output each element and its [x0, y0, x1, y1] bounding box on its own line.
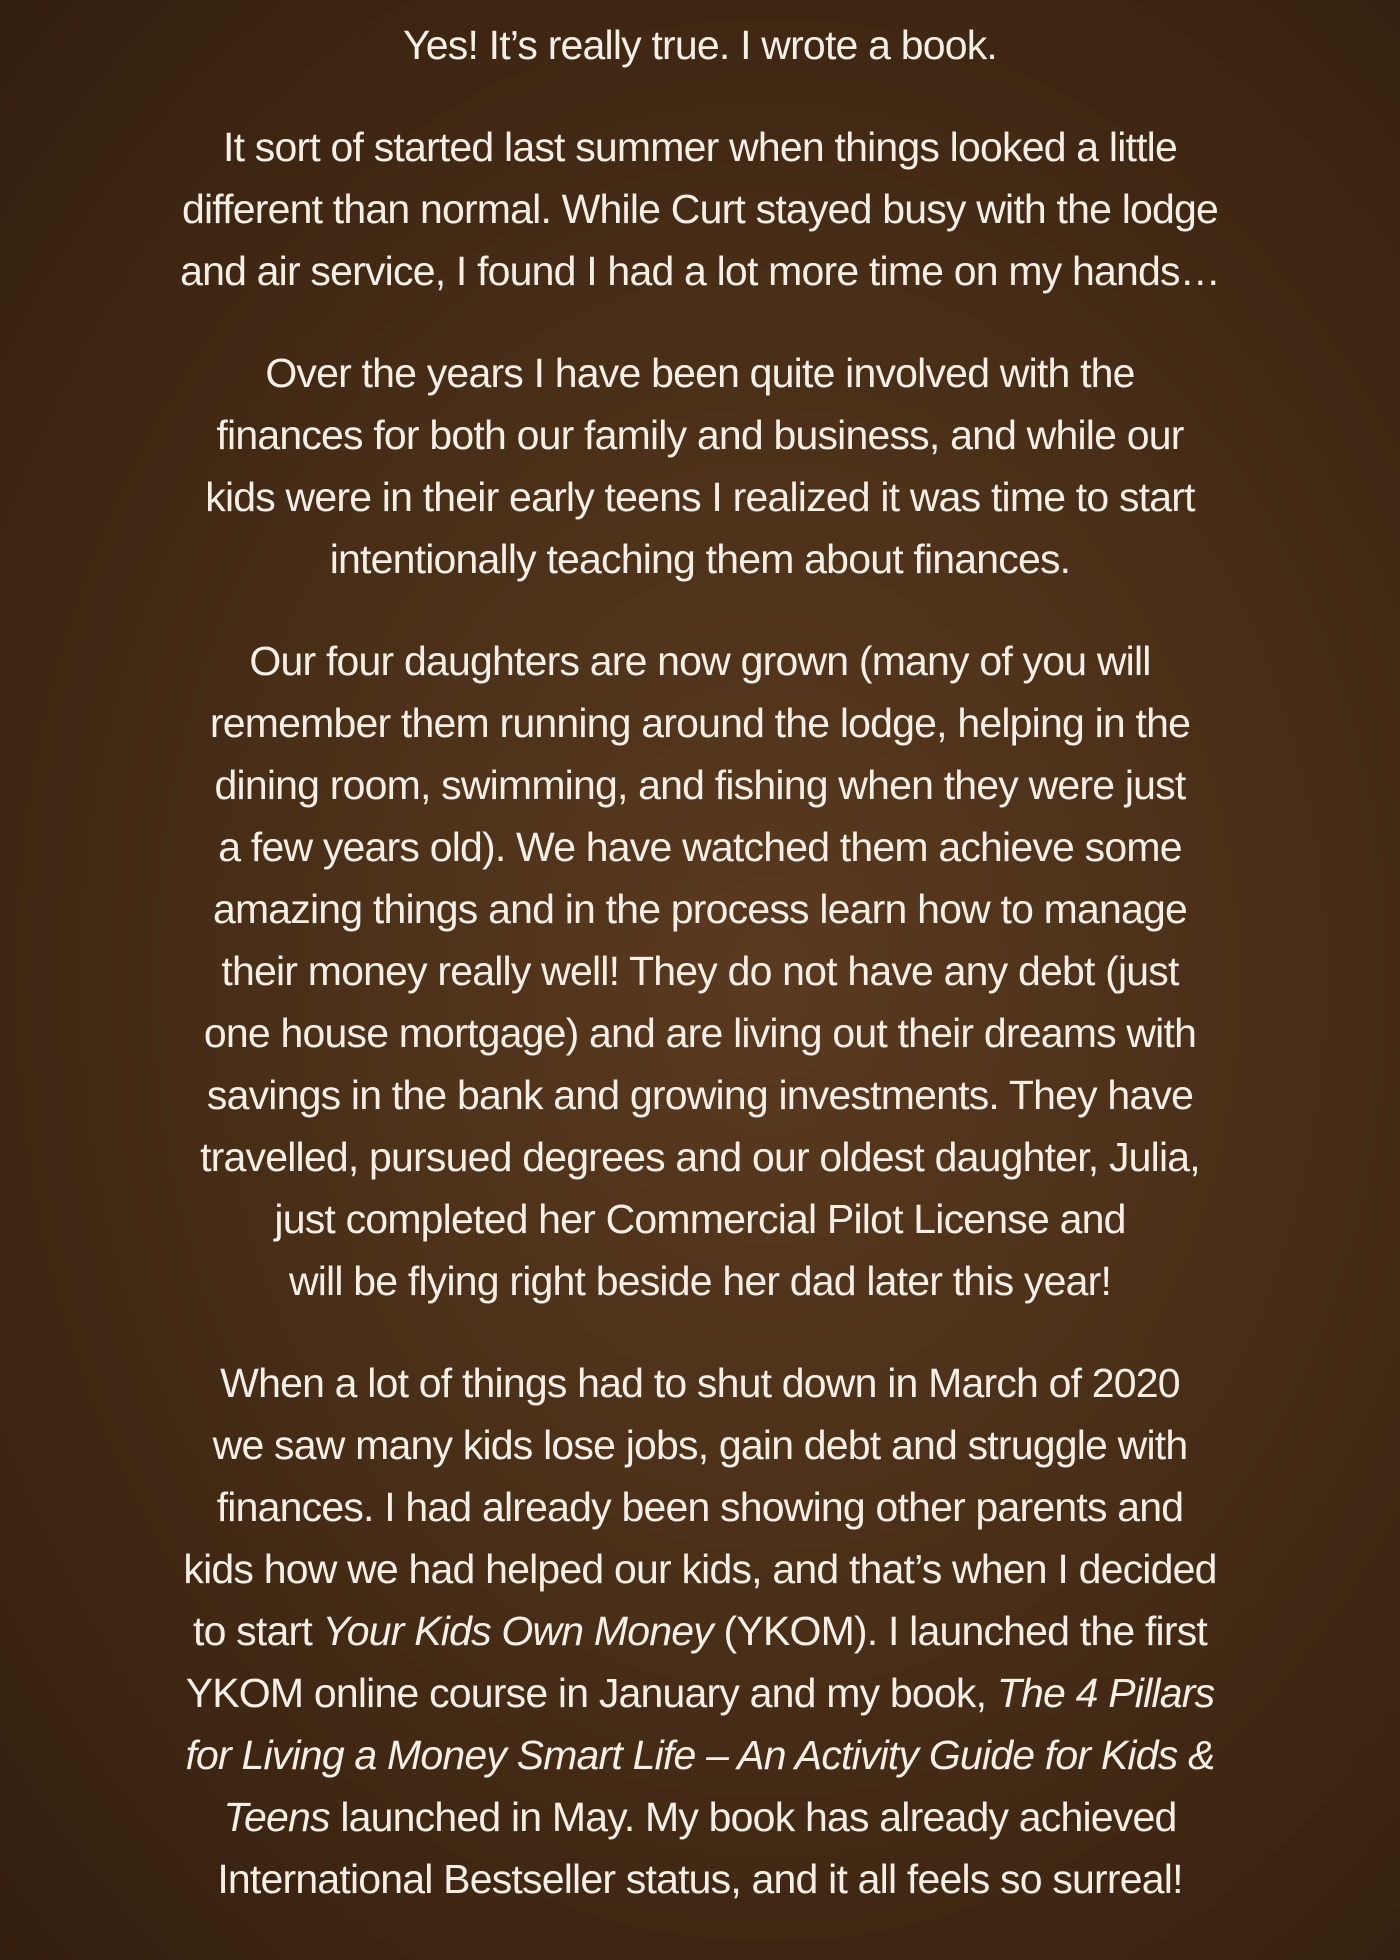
text-line: dining room, swimming, and fishing when they were just: [214, 762, 1186, 808]
text-line: travelled, pursued degrees and our oldest daughter, Julia,: [200, 1134, 1200, 1180]
paragraph-intro: [100, 14, 1300, 76]
text-line: finances. I had already been showing other parents and: [216, 1484, 1184, 1530]
text-segment: YKOM online course in January and my book,: [185, 1670, 997, 1716]
text-line: [100, 1600, 1300, 1662]
text-line: will be flying right beside her dad later this year!: [288, 1258, 1112, 1304]
paragraph-ykom: [100, 1352, 1300, 1910]
text-line: different than normal. While Curt stayed busy with the lodge: [181, 186, 1219, 232]
text-line: savings in the bank and growing investments. They have: [206, 1072, 1194, 1118]
text-line: International Bestseller status, and it all feels so surreal!: [217, 1856, 1183, 1902]
text-line: Yes! It’s really true. I wrote a book.: [402, 22, 998, 68]
text-line: [100, 1786, 1300, 1848]
book-title-part: for Living a Money Smart Life – An Activity Guide for Kids &: [185, 1732, 1215, 1778]
text-line: intentionally teaching them about finances.: [329, 536, 1071, 582]
text-line: When a lot of things had to shut down in March of 2020: [220, 1360, 1180, 1406]
text-line: remember them running around the lodge, helping in the: [209, 700, 1191, 746]
text-line: amazing things and in the process learn how to manage: [212, 886, 1188, 932]
text-line: finances for both our family and business, and while our: [216, 412, 1184, 458]
text-line: It sort of started last summer when things looked a little: [223, 124, 1177, 170]
text-segment: (YKOM). I launched the first: [712, 1608, 1207, 1654]
paragraph-last-summer: [100, 116, 1300, 302]
text-line: their money really well! They do not have any debt (just: [221, 948, 1179, 994]
text-line: just completed her Commercial Pilot License and: [274, 1196, 1126, 1242]
text-line: [100, 1662, 1300, 1724]
text-line: [100, 1724, 1300, 1786]
text-segment: to start: [193, 1608, 323, 1654]
text-line: Over the years I have been quite involved with the: [265, 350, 1135, 396]
paragraph-finances: [100, 342, 1300, 590]
text-segment: launched in May. My book has already achieved: [329, 1794, 1177, 1840]
text-line: a few years old). We have watched them achieve some: [218, 824, 1182, 870]
text-line: kids were in their early teens I realized it was time to start: [205, 474, 1195, 520]
paragraph-daughters: [100, 630, 1300, 1312]
book-title-part: Teens: [223, 1794, 330, 1840]
text-line: and air service, I found I had a lot more time on my hands…: [180, 248, 1220, 294]
text-line: we saw many kids lose jobs, gain debt and struggle with: [212, 1422, 1188, 1468]
text-line: kids how we had helped our kids, and that’s when I decided: [183, 1546, 1217, 1592]
text-line: one house mortgage) and are living out their dreams with: [203, 1010, 1197, 1056]
book-title-part: The 4 Pillars: [996, 1670, 1215, 1716]
program-title: Your Kids Own Money: [322, 1608, 713, 1654]
text-line: Our four daughters are now grown (many of you will: [249, 638, 1151, 684]
